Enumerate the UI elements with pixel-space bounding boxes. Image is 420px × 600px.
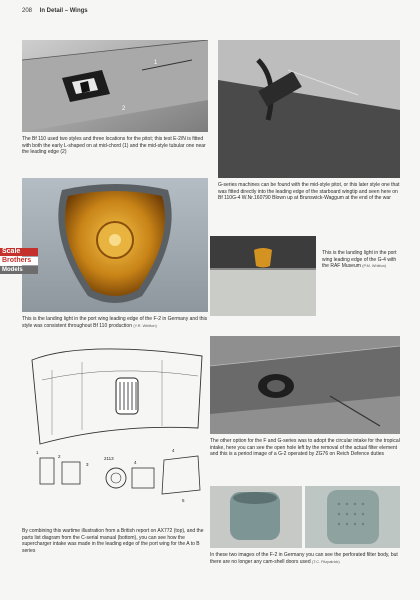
photo-filter-right	[305, 486, 400, 548]
diagram-label-f: 4	[172, 448, 175, 453]
credit-photo3: (Y.R. Whitton)	[133, 323, 157, 328]
diagram-label-e: 4	[134, 460, 137, 465]
page-number: 208	[22, 8, 33, 14]
caption-photo3: This is the landing light in the port wing leading edge of the F-2 in Germany and this style was consistent throughout Bf 110 production (Y.R. Whitton)	[22, 316, 208, 329]
pitot-marker-2: 2	[122, 106, 126, 112]
section-title: In Detail – Wings	[39, 8, 88, 14]
page-header	[22, 8, 88, 14]
caption-diagram: By combining this wartime illustration from a British report on AX772 (top), and the parts list diagram from the C-serial manual (bottom), you can see how the supercharger intake was made in the leading edge of the port wing for the A to B series	[22, 528, 204, 554]
caption-photo1: The Bf 110 used two styles and three locations for the pitot; this test E-2/N is fitted with both the early L-shaped on at mid-chord (1) and the mid-style tubular one near the leading edge (2)	[22, 136, 206, 156]
diagram-label-d: 2113	[104, 456, 114, 461]
photo-filter-left	[210, 486, 302, 548]
photo-tropical-intake	[210, 336, 400, 434]
caption-photo5: The other option for the F and G-series was to adopt the circular intake for the tropical intake, here you can see the open hole left by the removal of the actual filter element and this is a period image of a G-2 operated by ZG76 on Reich Defence duties	[210, 438, 400, 458]
watermark-logo	[0, 248, 38, 275]
diagram-label-g: 5	[182, 498, 185, 503]
diagram-supercharger-intake	[22, 340, 208, 522]
caption-photo2: G-series machines can be found with the mid-style pitot, or this later style one that was fitted directly into the leading edge of the starboard wingtip and seen here on Bf 110G-4 W.Nr.160790 Blown up at Brunswick-Waggum at the end of the war	[218, 182, 400, 202]
diagram-label-a: 1	[36, 450, 39, 455]
photo-landing-light-f2	[22, 178, 208, 312]
caption-photo4: This is the landing light in the port wing leading edge of the G-4 with the RAF Museum (P.M. Whitton)	[322, 250, 397, 270]
watermark-line-3: Models	[0, 266, 38, 274]
pitot-marker-1: 1	[154, 60, 158, 66]
photo-wingtip-pitot	[218, 40, 400, 178]
caption-photo6: In these two images of the F-2 in Germany you can see the perforated filter body, but there are no longer any cam-shell doors used (T.C. Fitzpatrick)	[210, 552, 398, 565]
diagram-label-c: 3	[86, 462, 89, 467]
watermark-line-2: Brothers	[0, 257, 38, 265]
credit-photo6: (T.C. Fitzpatrick)	[312, 559, 340, 564]
watermark-line-1: Scale	[0, 248, 38, 256]
diagram-label-b: 2	[58, 454, 61, 459]
photo-pitot-wing	[22, 40, 208, 132]
credit-photo4: (P.M. Whitton)	[362, 264, 387, 269]
photo-landing-light-g4	[210, 236, 316, 316]
